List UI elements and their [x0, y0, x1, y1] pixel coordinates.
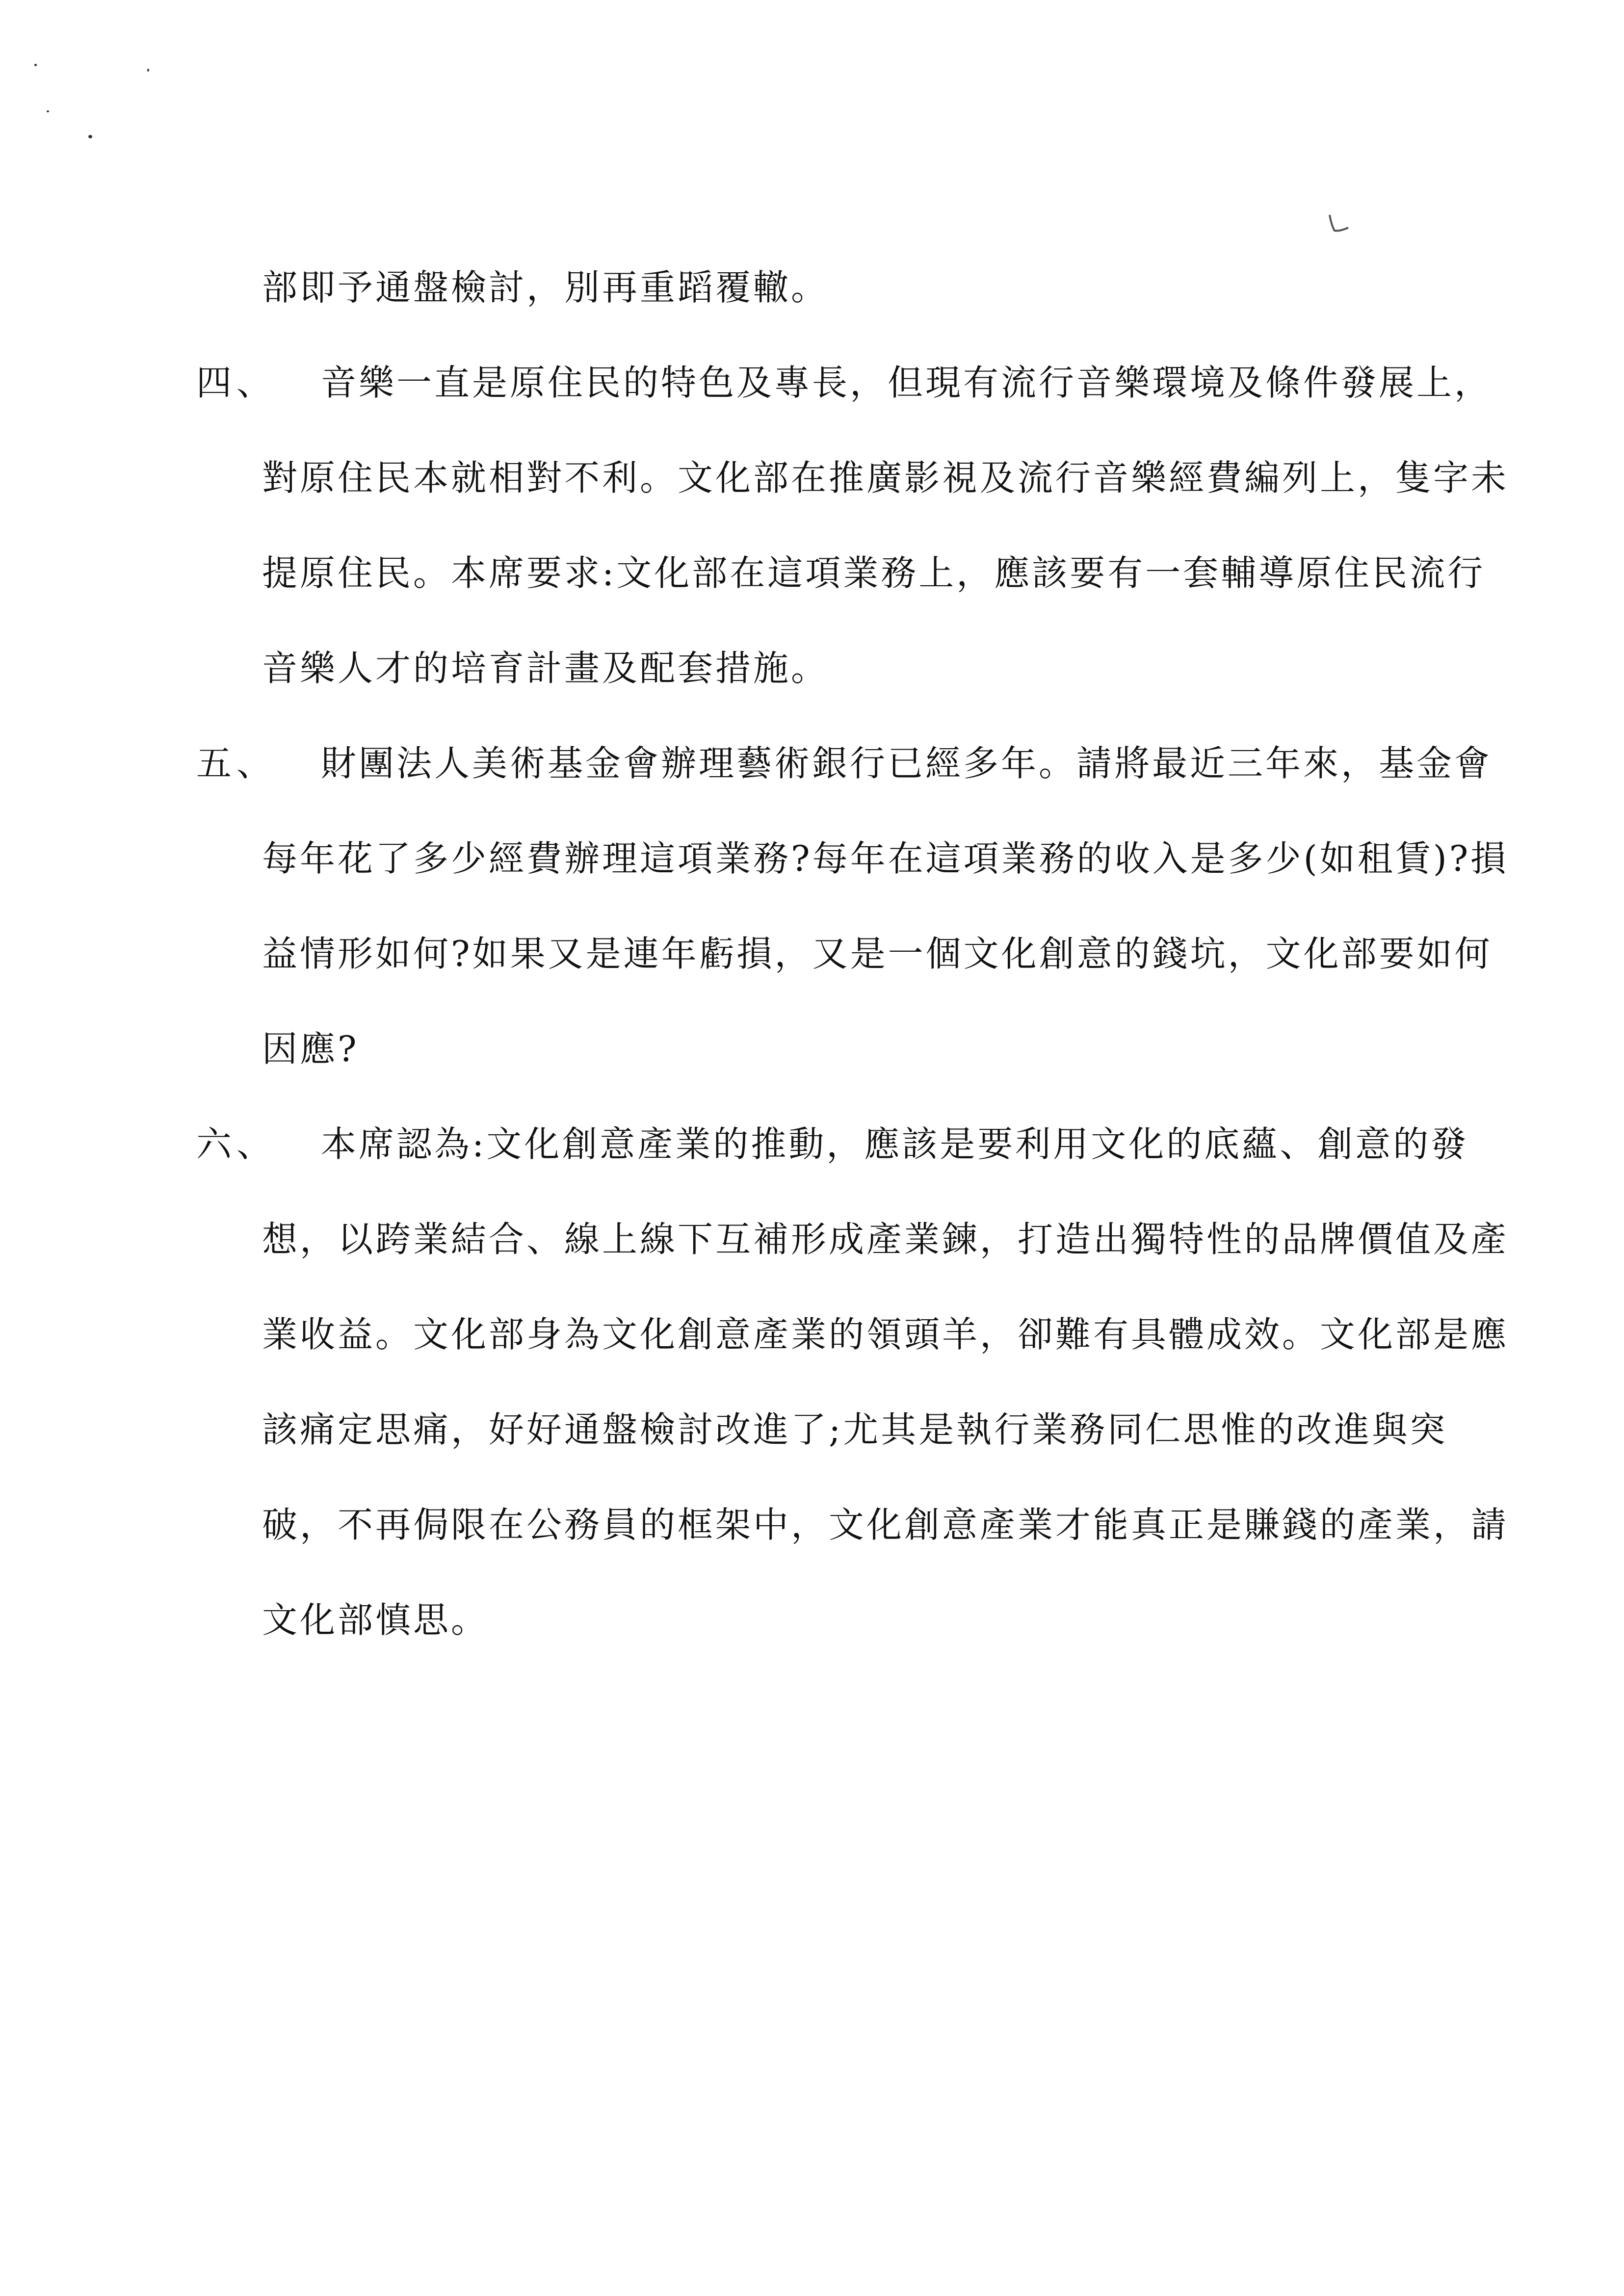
intro-line: 部即予通盤檢討，別再重蹈覆轍。 — [262, 267, 829, 308]
item-marker: 五、 — [196, 743, 277, 784]
document-body — [0, 240, 1624, 1668]
item-6 — [0, 1096, 1624, 1668]
item-line — [0, 1096, 1624, 1192]
item-line — [0, 335, 1624, 430]
item-marker: 六、 — [196, 1123, 277, 1165]
item-5 — [0, 716, 1624, 1096]
item-line: 想，以跨業結合、線上線下互補形成產業鍊，打造出獨特性的品牌價值及產 — [262, 1219, 1509, 1260]
item-line: 音樂人才的培育計畫及配套措施。 — [262, 648, 829, 689]
item-text: 財團法人美術基金會辦理藝術銀行已經多年。請將最近三年來，基金會 — [321, 743, 1493, 784]
item-line: 業收益。文化部身為文化創意產業的領頭羊，卻難有具體成效。文化部是應 — [262, 1314, 1509, 1355]
scan-speck — [88, 135, 92, 138]
item-line: 因應? — [262, 1028, 359, 1070]
item-line: 該痛定思痛，好好通盤檢討改進了;尤其是執行業務同仁思惟的改進與突 — [262, 1409, 1448, 1450]
scan-speck — [34, 64, 37, 66]
item-line: 提原住民。本席要求:文化部在這項業務上，應該要有一套輔導原住民流行 — [262, 552, 1486, 594]
scan-speck — [47, 110, 49, 112]
item-4 — [0, 335, 1624, 716]
item-line — [0, 716, 1624, 811]
item-text: 音樂一直是原住民的特色及專長，但現有流行音樂環境及條件發展上， — [321, 362, 1493, 403]
item-line: 每年花了多少經費辦理這項業務?每年在這項業務的收入是多少(如租賃)?損 — [262, 838, 1509, 879]
item-line: 對原住民本就相對不利。文化部在推廣影視及流行音樂經費編列上，隻字未 — [262, 457, 1509, 498]
handwritten-page-mark — [1325, 211, 1354, 235]
item-line: 益情形如何?如果又是連年虧損，又是一個文化創意的錢坑，文化部要如何 — [262, 933, 1493, 974]
item-line: 文化部慎思。 — [262, 1599, 489, 1641]
scan-speck — [147, 69, 149, 72]
item-marker: 四、 — [196, 362, 277, 403]
item-line: 破，不再侷限在公務員的框架中，文化創意產業才能真正是賺錢的產業，請 — [262, 1504, 1509, 1545]
item-text: 本席認為:文化創意產業的推動，應該是要利用文化的底蘊、創意的發 — [321, 1123, 1469, 1165]
